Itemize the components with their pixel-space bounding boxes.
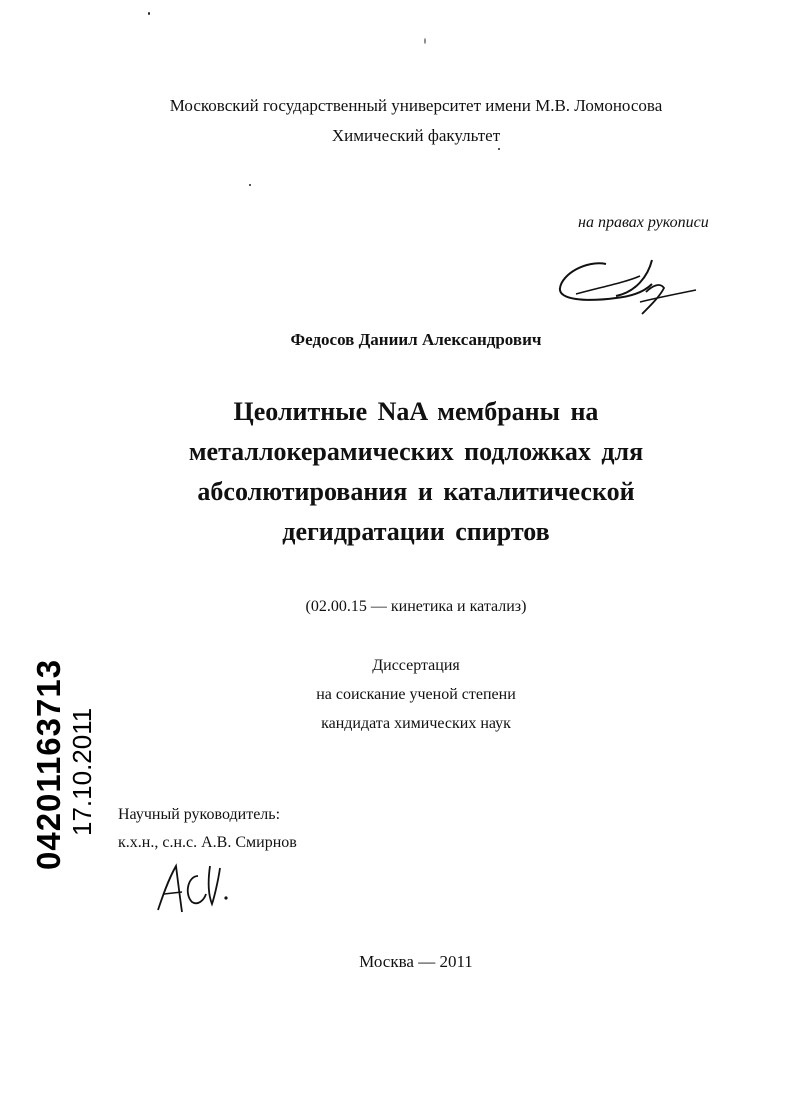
title-line: дегидратации спиртов (282, 517, 550, 546)
specialty-code: (02.00.15 — кинетика и катализ) (305, 598, 527, 615)
scan-speck (148, 12, 150, 15)
scan-speck (424, 38, 426, 44)
faculty-name: Химический факультет (331, 126, 501, 145)
title-line: Цеолитные NaA мембраны на (233, 397, 599, 426)
scan-speck (498, 148, 500, 150)
dissertation-title (0, 392, 799, 552)
library-stamp-number: 04201163713 (30, 658, 67, 870)
scan-speck (249, 184, 251, 186)
title-line: абсолютирования и каталитической (197, 477, 635, 506)
supervisor-signature (152, 858, 242, 918)
supervisor-name: к.х.н., с.н.с. А.В. Смирнов (118, 834, 297, 851)
author-name: Федосов Даниил Александрович (290, 330, 542, 349)
university-name: Московский государственный университет имени М.В. Ломоносова (169, 96, 663, 115)
library-stamp-date: 17.10.2011 (67, 707, 97, 836)
degree-line-1: на соискание ученой степени (316, 686, 516, 703)
supervisor-label: Научный руководитель: (118, 806, 281, 823)
title-line: металлокерамических подложках для (188, 437, 644, 466)
city-year: Москва — 2011 (359, 952, 473, 971)
rights-note: на правах рукописи (578, 214, 709, 231)
author-signature (556, 256, 706, 326)
degree-line-2: кандидата химических наук (321, 715, 511, 732)
dissertation-type: Диссертация (372, 657, 460, 674)
